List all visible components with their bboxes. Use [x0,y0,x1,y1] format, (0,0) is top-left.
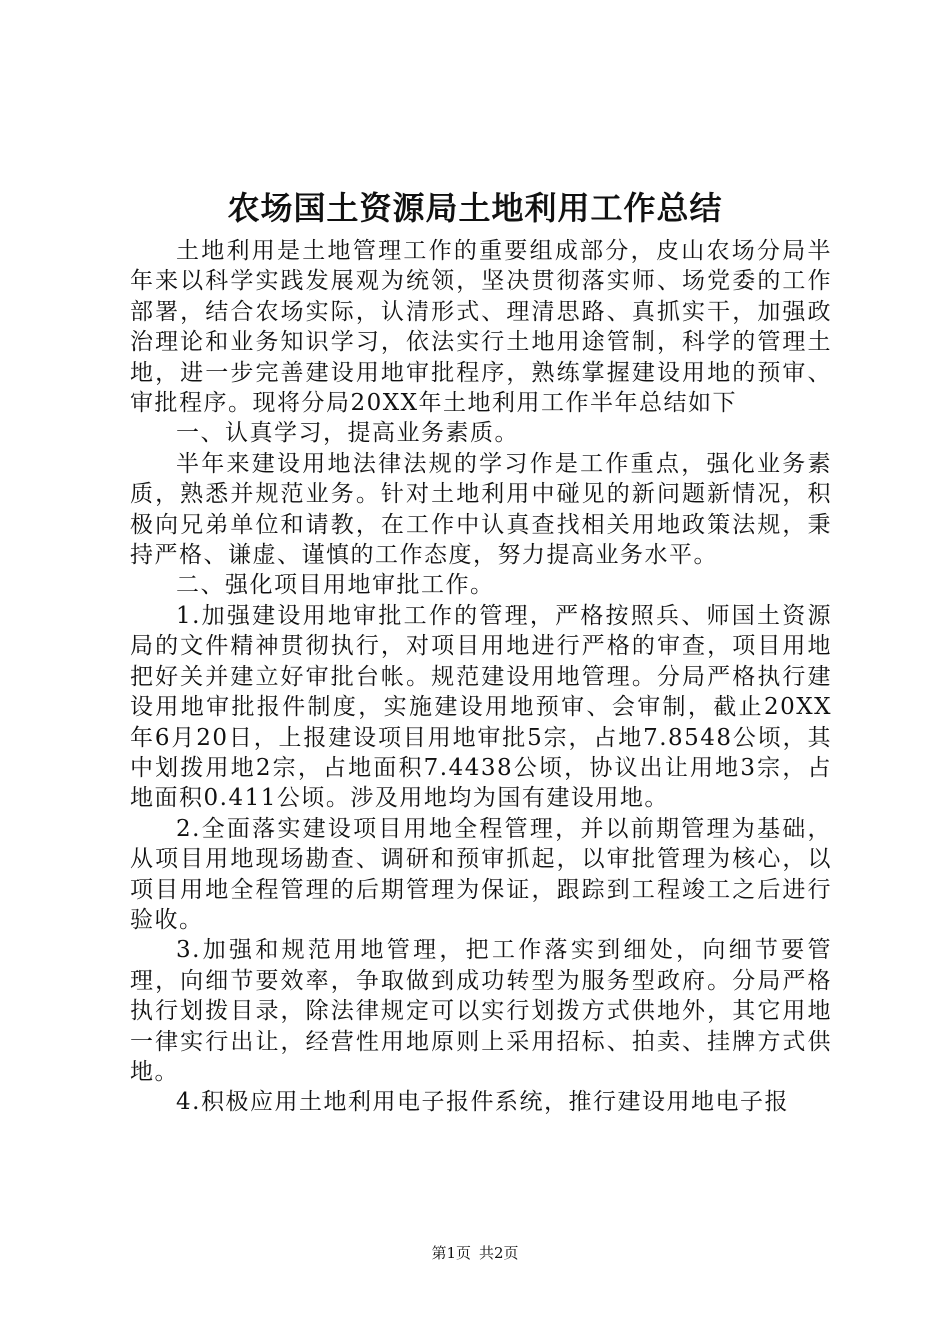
paragraph-item-3: 3.加强和规范用地管理，把工作落实到细处，向细节要管理，向细节要效率，争取做到成功转型为服务型政府。分局严格执行划拨目录，除法律规定可以实行划拨方式供地外，其它用地一律实行出让，经营性用地原则上采用招标、拍卖、挂牌方式供地。 [130,937,832,1085]
paragraph-item-2: 2.全面落实建设项目用地全程管理，并以前期管理为基础，从项目用地现场勘查、调研和预审抓起，以审批管理为核心，以项目用地全程管理的后期管理为保证，跟踪到工程竣工之后进行验收。 [130,815,832,933]
page-number: 第1页 [431,1244,471,1262]
paragraph-study: 半年来建设用地法律法规的学习作是工作重点，强化业务素质，熟悉并规范业务。针对土地利用中碰见的新问题新情况，积极向兄弟单位和请教，在工作中认真查找相关用地政策法规，秉持严格、谦虚、谨慎的工作态度，努力提高业务水平。 [130,450,832,569]
section-heading-2: 二、强化项目用地审批工作。 [176,572,495,599]
page-total: 共2页 [479,1244,519,1262]
document-title: 农场国土资源局土地利用工作总结 [227,189,723,227]
paragraph-item-1: 1.加强建设用地审批工作的管理，严格按照兵、师国土资源局的文件精神贯彻执行，对项目用地进行严格的审查，项目用地把好关并建立好审批台帐。规范建设用地管理。分局严格执行建设用地审批报件制度，实施建设用地预审、会审制，截止20XX年6月20日，上报建设项目用地审批5宗，占地7.8548公顷，其中划拨用地2宗，占地面积7.4438公顷，协议出让用地3宗，占地面积0.411公顷。涉及用地均为国有建设用地。 [130,602,832,812]
section-heading-1: 一、认真学习，提高业务素质。 [176,420,519,447]
paragraph-intro: 土地利用是土地管理工作的重要组成部分，皮山农场分局半年来以科学实践发展观为统领，坚决贯彻落实师、场党委的工作部署，结合农场实际，认清形式、理清思路、真抓实干，加强政治理论和业务知识学习，依法实行土地用途管制，科学的管理土地，进一步完善建设用地审批程序，熟练掌握建设用地的预审、审批程序。现将分局20XX年土地利用工作半年总结如下 [130,238,832,417]
page-footer [0,1243,950,1263]
paragraph-item-4: 4.积极应用土地利用电子报件系统，推行建设用地电子报 [176,1089,789,1116]
document-body [130,236,832,1118]
